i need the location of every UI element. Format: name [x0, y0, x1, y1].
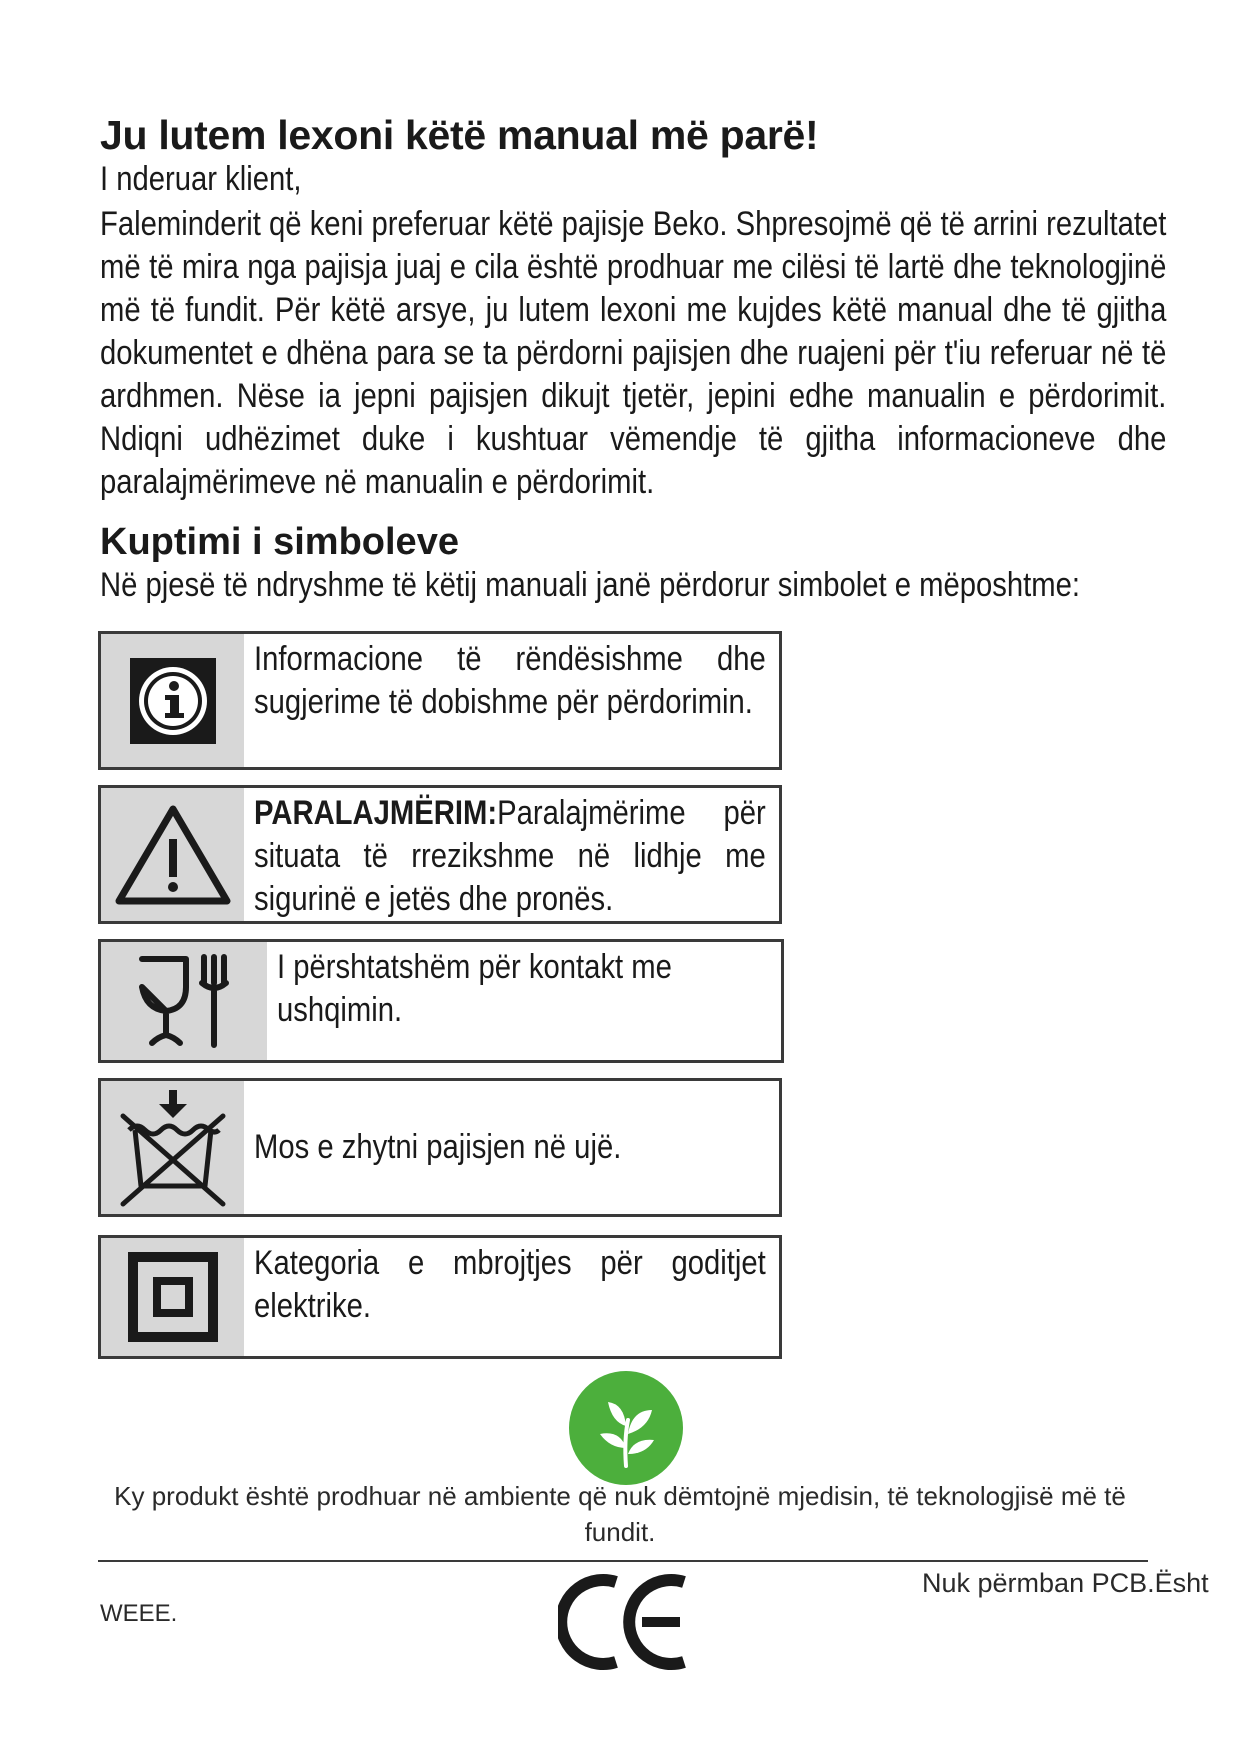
warning-label: PARALAJMËRIM: [254, 794, 498, 832]
pcb-statement: Nuk përmban PCB.Ësht [922, 1568, 1209, 1598]
symbol-text-info: Informacione të rëndësishme dhe sugjerime të dobishme për përdorimin. [254, 640, 766, 721]
double-insulation-icon [127, 1251, 219, 1343]
eco-leaf-icon [568, 1370, 684, 1486]
symbol-text-food-contact: I përshtatshëm për kontakt me ushqimin. [277, 948, 672, 1029]
symbol-row-warning [98, 785, 782, 924]
intro-paragraph: Faleminderit që keni preferuar këtë pajisje Beko. Shpresojmë që të arrini rezultatet më të mira nga pajisja juaj e cila është prodhuar me cilësi të lartë dhe teknologjinë më të fundit. Për këtë arsye, ju lutem lexoni me kujdes këtë manual dhe të gjitha dokumentet e dhëna para se ta përdorni pajisjen dhe ruajeni për t'iu referuar në të ardhmen. Nëse ia jepni pajisjen dikujt tjetër, jepini edhe manualin e përdorimit. Ndiqni udhëzimet duke i kushtuar vëmendje të gjitha informacioneve dhe paralajmërimeve në manualin e përdorimit. [100, 205, 1167, 501]
symbol-row-info [98, 631, 782, 770]
symbol-text-do-not-immerse: Mos e zhytni pajisjen në ujë. [254, 1128, 622, 1166]
symbols-heading: Kuptimi i simboleve [100, 521, 459, 563]
symbol-row-food-contact [98, 939, 784, 1063]
ce-mark-icon [558, 1572, 690, 1672]
do-not-immerse-icon [115, 1086, 231, 1210]
warning-icon [114, 803, 232, 907]
eco-statement: Ky produkt është prodhuar në ambiente që nuk dëmtojnë mjedisin, të teknologjisë më të fundit. [114, 1481, 1126, 1547]
info-icon [128, 656, 218, 746]
greeting: I nderuar klient, [100, 160, 302, 198]
symbol-row-do-not-immerse [98, 1078, 782, 1217]
symbol-row-double-insulation [98, 1235, 782, 1359]
food-contact-icon [134, 953, 234, 1049]
symbol-text-warning: Paralajmërime për situata të rrezikshme në lidhje me sigurinë e jetës dhe pronës. [254, 794, 766, 918]
page-title: Ju lutem lexoni këtë manual më parë! [100, 112, 819, 158]
weee-label: WEEE. [100, 1600, 178, 1627]
footer-divider [98, 1560, 1148, 1562]
symbol-text-double-insulation: Kategoria e mbrojtjes për goditjet elektrike. [254, 1244, 766, 1325]
symbols-intro: Në pjesë të ndryshme të këtij manuali janë përdorur simbolet e mëposhtme: [100, 566, 1081, 604]
